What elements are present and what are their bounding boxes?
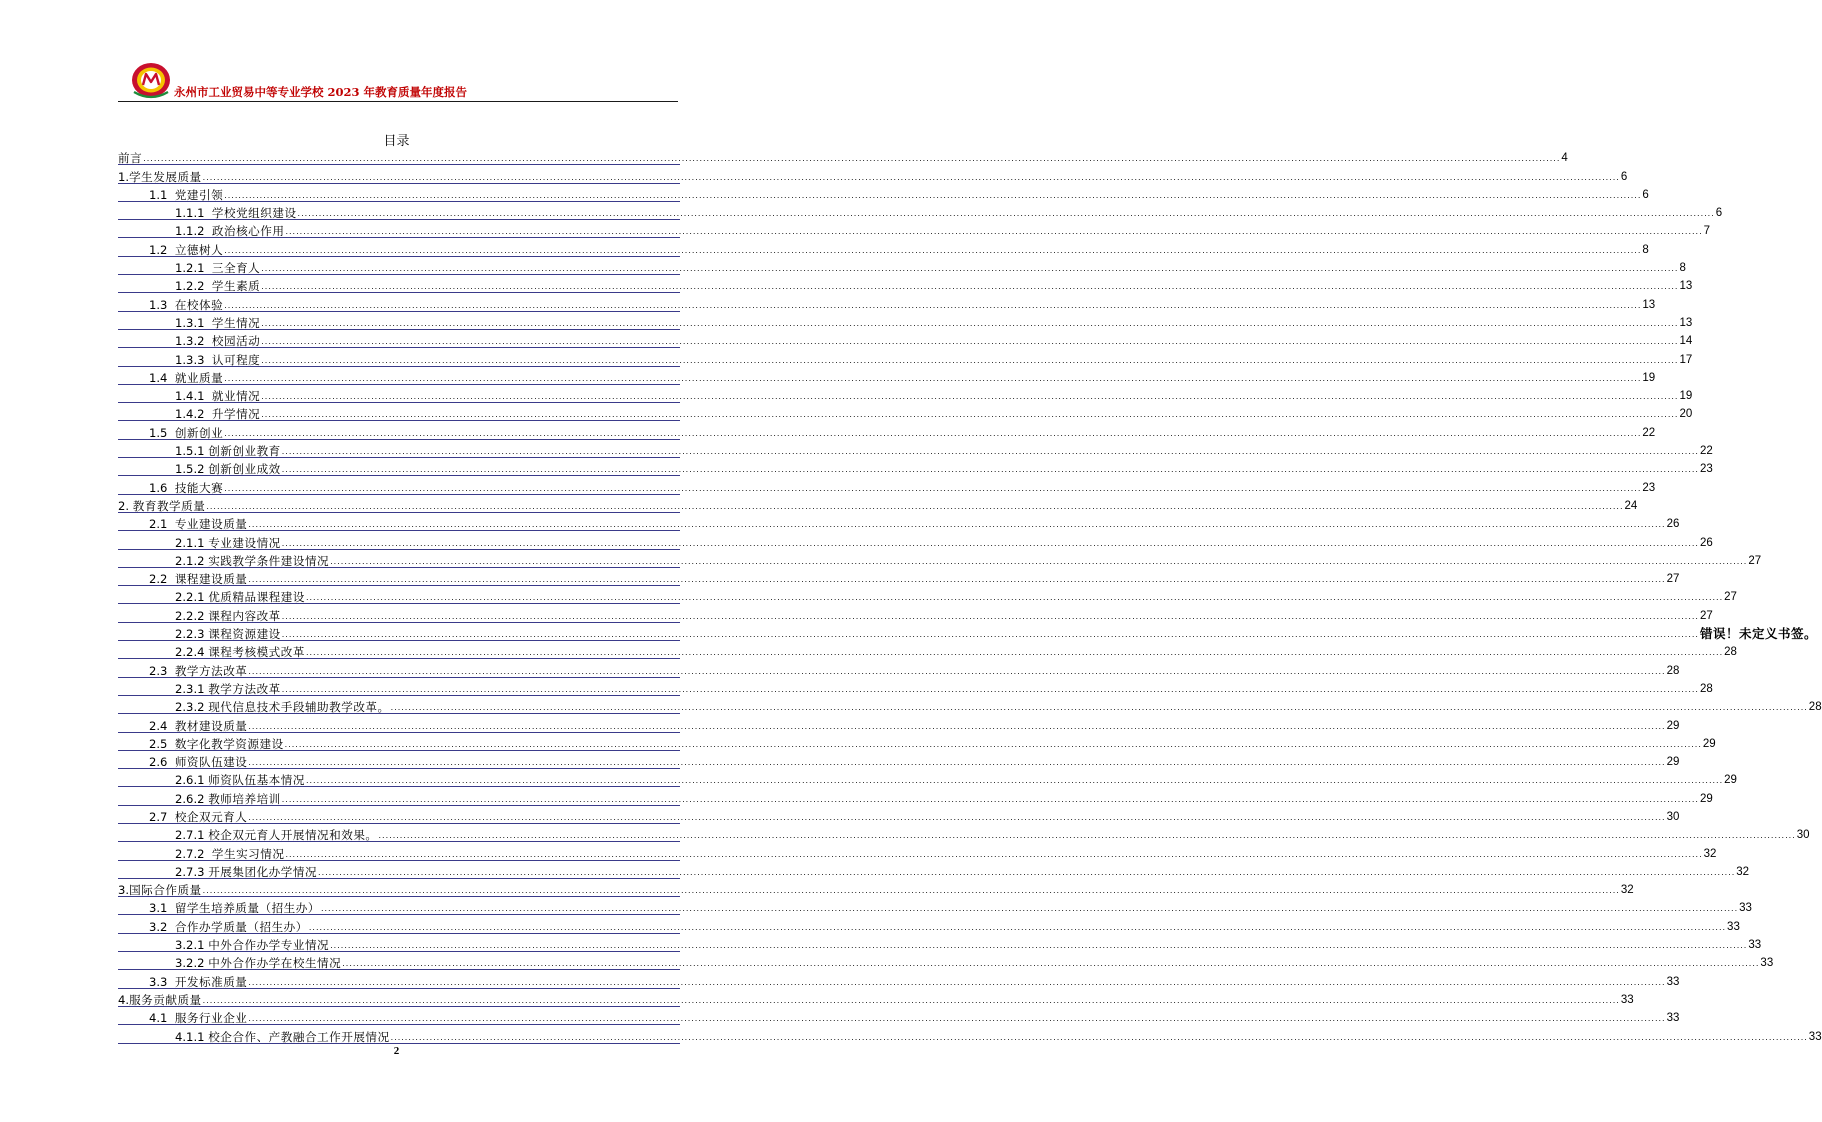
toc-dot-leader: ................................................................................................................................................................................................................................................................................................................................................................................................................	[342, 959, 1760, 969]
toc-entry-page: 22	[1642, 426, 1656, 439]
toc-entry-page: 32	[1703, 847, 1717, 860]
toc-entry-number: 1.4	[149, 370, 175, 385]
toc-entry-label: 教材建设质量	[174, 718, 248, 733]
toc-dot-leader: ................................................................................................................................................................................................................................................................................................................................................................................................................	[248, 575, 1666, 585]
toc-entry-label: 留学生培养质量（招生办）	[174, 901, 320, 916]
toc-dot-leader: ................................................................................................................................................................................................................................................................................................................................................................................................................	[206, 501, 1624, 511]
toc-entry-label: 在校体验	[174, 297, 224, 312]
toc-entry[interactable]	[118, 165, 1628, 184]
toc-entry-label: 校企合作、产教融合工作开展情况	[208, 1029, 390, 1044]
toc-entry-page: 8	[1679, 262, 1686, 275]
toc-dot-leader: ................................................................................................................................................................................................................................................................................................................................................................................................................	[224, 428, 1642, 438]
school-emblem-icon	[128, 58, 174, 100]
toc-entry-number: 2.2.1	[175, 590, 209, 605]
toc-dot-leader: ................................................................................................................................................................................................................................................................................................................................................................................................................	[202, 172, 1620, 182]
toc-entry-number: 1.4.2	[175, 407, 212, 422]
toc-entry-label: 课程考核模式改革	[208, 645, 305, 660]
toc-dot-leader: ................................................................................................................................................................................................................................................................................................................................................................................................................	[143, 154, 1561, 164]
toc-entry[interactable]	[118, 952, 1774, 971]
toc-entry-number: 2.5	[149, 736, 175, 751]
toc-entry-page: 19	[1679, 390, 1693, 403]
toc-entry-label: 立德树人	[174, 242, 224, 257]
toc-entry-label: 数字化教学资源建设	[174, 736, 284, 751]
toc-dot-leader: ................................................................................................................................................................................................................................................................................................................................................................................................................	[281, 447, 1699, 457]
toc-entry[interactable]	[118, 568, 1680, 587]
toc-dot-leader: ................................................................................................................................................................................................................................................................................................................................................................................................................	[261, 318, 1679, 328]
toc-entry-label: 前言	[118, 151, 143, 166]
toc-dot-leader: ................................................................................................................................................................................................................................................................................................................................................................................................................	[224, 245, 1642, 255]
toc-entry-number: 2.3.2	[175, 700, 209, 715]
toc-entry[interactable]	[118, 403, 1693, 422]
toc-entry[interactable]	[118, 147, 1568, 166]
toc-dot-leader: ................................................................................................................................................................................................................................................................................................................................................................................................................	[248, 666, 1666, 676]
toc-entry-page: 27	[1724, 591, 1737, 604]
toc-entry-page: 32	[1620, 884, 1634, 897]
toc-entry-number: 3.1	[149, 901, 175, 916]
toc-entry-number: 1.6	[149, 480, 175, 495]
toc-entry-number: 2.1	[149, 517, 175, 532]
toc-entry-number: 1.5.2	[175, 462, 209, 477]
toc-entry-label: 国际合作质量	[129, 883, 202, 898]
toc-dot-leader: ................................................................................................................................................................................................................................................................................................................................................................................................................	[224, 483, 1642, 493]
toc-entry-page: 13	[1642, 298, 1656, 311]
toc-dot-leader: ................................................................................................................................................................................................................................................................................................................................................................................................................	[248, 977, 1666, 987]
toc-entry-number: 1.3.3	[175, 352, 212, 367]
header-rule	[118, 101, 678, 102]
toc-entry-label: 师资队伍建设	[174, 755, 248, 770]
toc-entry-label: 政治核心作用	[211, 224, 285, 239]
toc-entry-page: 8	[1642, 243, 1649, 256]
toc-entry-number: 4.1	[149, 1011, 175, 1026]
toc-entry[interactable]	[118, 897, 1752, 916]
toc-entry-label: 认可程度	[211, 352, 261, 367]
toc-entry[interactable]	[118, 861, 1750, 879]
toc-entry-label: 服务行业企业	[174, 1011, 248, 1026]
toc-entry-number: 1.1.2	[175, 224, 212, 239]
toc-entry-page: 24	[1624, 499, 1638, 512]
toc-entry-page: 33	[1727, 920, 1740, 933]
toc-entry-label: 就业情况	[211, 389, 261, 404]
toc-entry-page: 29	[1666, 719, 1680, 732]
toc-dot-leader: ................................................................................................................................................................................................................................................................................................................................................................................................................	[281, 611, 1699, 621]
toc-entry-number: 1.5.1	[175, 444, 209, 459]
toc-dot-leader: ................................................................................................................................................................................................................................................................................................................................................................................................................	[285, 849, 1703, 859]
toc-entry[interactable]	[118, 586, 1737, 605]
toc-dot-leader: ................................................................................................................................................................................................................................................................................................................................................................................................................	[318, 867, 1736, 877]
toc-entry-page: 28	[1666, 664, 1680, 677]
toc-entry-page: 30	[1666, 810, 1680, 823]
toc-entry-page: 33	[1760, 957, 1774, 970]
toc-entry[interactable]	[118, 824, 1810, 843]
page-number: 2	[393, 1045, 400, 1057]
toc-entry-page: 17	[1679, 353, 1693, 366]
toc-dot-leader: ................................................................................................................................................................................................................................................................................................................................................................................................................	[248, 812, 1666, 822]
toc-entry-page: 27	[1666, 573, 1680, 586]
toc-entry-number: 4.	[118, 992, 130, 1007]
toc-entry-page: 28	[1808, 701, 1822, 714]
toc-entry-label: 教学方法改革	[174, 663, 248, 678]
toc-entry-page: 30	[1796, 829, 1810, 842]
toc-entry-number: 3.2	[149, 919, 175, 934]
toc-entry[interactable]	[118, 641, 1737, 660]
toc-dot-leader: ................................................................................................................................................................................................................................................................................................................................................................................................................	[390, 703, 1808, 713]
toc-dot-leader: ................................................................................................................................................................................................................................................................................................................................................................................................................	[305, 648, 1724, 658]
toc-entry-label: 服务贡献质量	[129, 992, 202, 1007]
toc-entry-page: 错误！未定义书签。	[1699, 627, 1817, 642]
toc-entry-label: 学生素质	[211, 279, 261, 294]
toc-entry-number: 1.4.1	[175, 389, 212, 404]
toc-entry-page: 33	[1666, 975, 1680, 988]
toc-entry-number: 1.	[118, 169, 130, 184]
toc-entry-number: 1.5	[149, 425, 175, 440]
toc-entry[interactable]	[118, 934, 1762, 953]
toc-dot-leader: ................................................................................................................................................................................................................................................................................................................................................................................................................	[305, 776, 1724, 786]
toc-entry-number: 2.3.1	[175, 681, 209, 696]
toc-entry[interactable]	[118, 385, 1693, 404]
toc-entry[interactable]	[118, 989, 1634, 1007]
toc-entry-label: 实践教学条件建设情况	[208, 553, 330, 568]
toc-entry-page: 33	[1748, 939, 1762, 952]
toc-entry-page: 26	[1666, 518, 1680, 531]
toc-entry-label: 中外合作办学专业情况	[208, 938, 330, 953]
toc-dot-leader: ................................................................................................................................................................................................................................................................................................................................................................................................................	[281, 794, 1699, 804]
toc-entry-page: 14	[1679, 335, 1693, 348]
toc-entry-page: 29	[1666, 756, 1680, 769]
toc-entry-label: 开展集团化办学情况	[208, 864, 318, 879]
toc-dot-leader: ................................................................................................................................................................................................................................................................................................................................................................................................................	[248, 520, 1666, 530]
toc-entry-page: 28	[1699, 682, 1713, 695]
toc-entry-page: 20	[1679, 408, 1693, 421]
toc-entry[interactable]	[118, 604, 1713, 623]
toc-dot-leader: ................................................................................................................................................................................................................................................................................................................................................................................................................	[261, 264, 1679, 274]
toc-entry[interactable]	[118, 330, 1693, 349]
toc-dot-leader: ................................................................................................................................................................................................................................................................................................................................................................................................................	[261, 410, 1679, 420]
toc-dot-leader: ................................................................................................................................................................................................................................................................................................................................................................................................................	[284, 739, 1702, 749]
toc-entry-number: 1.1.1	[175, 206, 212, 221]
toc-dot-leader: ................................................................................................................................................................................................................................................................................................................................................................................................................	[224, 300, 1642, 310]
toc-entry-label: 课程内容改革	[208, 608, 281, 623]
toc-dot-leader: ................................................................................................................................................................................................................................................................................................................................................................................................................	[305, 593, 1724, 603]
toc-dot-leader: ................................................................................................................................................................................................................................................................................................................................................................................................................	[330, 941, 1748, 951]
toc-entry[interactable]	[118, 769, 1737, 788]
toc-entry[interactable]	[118, 348, 1693, 367]
toc-entry[interactable]	[118, 787, 1713, 806]
toc-entry[interactable]	[118, 659, 1680, 678]
toc-entry-label: 专业建设质量	[174, 517, 248, 532]
toc-dot-leader: ................................................................................................................................................................................................................................................................................................................................................................................................................	[202, 995, 1620, 1005]
header-title: 永州市工业贸易中等专业学校 2023 年教育质量年度报告	[174, 85, 468, 99]
toc-entry-page: 29	[1724, 774, 1737, 787]
toc-entry-page: 6	[1715, 207, 1723, 220]
toc-entry-number: 2.7.2	[175, 846, 212, 861]
toc-entry-label: 开发标准质量	[174, 974, 248, 989]
toc-entry-number: 2.	[118, 498, 133, 513]
toc-entry-page: 13	[1679, 316, 1693, 329]
toc-entry[interactable]	[118, 806, 1680, 824]
toc-entry-label: 课程资源建设	[208, 627, 281, 642]
toc-entry-number: 2.1.1	[175, 535, 209, 550]
toc-entry[interactable]	[118, 367, 1656, 385]
toc-entry-number: 2.3	[149, 663, 175, 678]
toc-entry-number: 2.2	[149, 572, 175, 587]
toc-entry-page: 26	[1699, 536, 1713, 549]
toc-entry[interactable]	[118, 257, 1686, 276]
toc-entry-number: 2.6.2	[175, 791, 209, 806]
toc-dot-leader: ................................................................................................................................................................................................................................................................................................................................................................................................................	[248, 1014, 1666, 1024]
toc-entry[interactable]	[118, 714, 1680, 733]
toc-entry-page: 27	[1699, 609, 1713, 622]
toc-entry-number: 2.2.2	[175, 608, 209, 623]
toc-entry-page: 33	[1808, 1030, 1822, 1043]
toc-entry[interactable]	[118, 275, 1693, 294]
toc-entry-label: 校企双元育人开展情况和效果。	[208, 828, 378, 843]
toc-entry-label: 学生实习情况	[211, 846, 285, 861]
toc-entry-page: 33	[1666, 1012, 1680, 1025]
toc-entry[interactable]	[118, 220, 1711, 239]
toc-entry[interactable]	[118, 550, 1762, 568]
toc-entry[interactable]	[118, 458, 1713, 477]
toc-dot-leader: ................................................................................................................................................................................................................................................................................................................................................................................................................	[308, 922, 1727, 932]
toc-entry-number: 3.3	[149, 974, 175, 989]
toc-entry[interactable]	[118, 421, 1656, 440]
toc-entry-number: 2.4	[149, 718, 175, 733]
toc-entry-label: 师资队伍基本情况	[208, 773, 305, 788]
toc-entry-number: 2.7	[149, 809, 175, 824]
toc-entry-number: 2.6	[149, 755, 175, 770]
toc-entry-page: 33	[1739, 902, 1752, 915]
toc-entry-page: 23	[1642, 481, 1656, 494]
toc-dot-leader: ................................................................................................................................................................................................................................................................................................................................................................................................................	[281, 538, 1699, 548]
toc-dot-leader: ................................................................................................................................................................................................................................................................................................................................................................................................................	[378, 831, 1796, 841]
toc-entry[interactable]	[118, 440, 1713, 459]
toc-entry[interactable]	[118, 476, 1656, 495]
toc-dot-leader: ................................................................................................................................................................................................................................................................................................................................................................................................................	[330, 556, 1748, 566]
toc-entry[interactable]	[118, 842, 1717, 861]
toc-entry-label: 就业质量	[174, 370, 224, 385]
toc-entry-label: 三全育人	[211, 261, 261, 276]
toc-dot-leader: ................................................................................................................................................................................................................................................................................................................................................................................................................	[248, 721, 1666, 731]
toc-entry[interactable]	[118, 312, 1693, 330]
toc-dot-leader: ................................................................................................................................................................................................................................................................................................................................................................................................................	[281, 630, 1699, 640]
toc-entry-page: 32	[1736, 865, 1750, 878]
toc-entry-page: 23	[1699, 463, 1713, 476]
toc-dot-leader: ................................................................................................................................................................................................................................................................................................................................................................................................................	[320, 904, 1739, 914]
toc-entry[interactable]	[118, 531, 1713, 550]
toc-dot-leader: ................................................................................................................................................................................................................................................................................................................................................................................................................	[261, 282, 1679, 292]
toc-entry-label: 教育教学质量	[132, 498, 206, 513]
toc-entry[interactable]	[118, 184, 1649, 202]
toc-entry[interactable]	[118, 1007, 1680, 1026]
toc-dot-leader: ................................................................................................................................................................................................................................................................................................................................................................................................................	[281, 684, 1699, 694]
toc-entry-page: 6	[1620, 170, 1628, 183]
toc-dot-leader: ................................................................................................................................................................................................................................................................................................................................................................................................................	[261, 355, 1679, 365]
toc-entry-number: 2.2.4	[175, 645, 209, 660]
toc-entry-page: 13	[1679, 280, 1693, 293]
toc-entry[interactable]	[118, 293, 1656, 312]
toc-entry-label: 教学方法改革	[208, 681, 281, 696]
toc-entry-label: 现代信息技术手段辅助教学改革。	[208, 700, 390, 715]
toc-entry[interactable]	[118, 238, 1649, 257]
toc-entry-label: 学生情况	[211, 315, 261, 330]
toc-entry-page: 7	[1703, 225, 1711, 238]
toc-entry-number: 1.2.1	[175, 261, 212, 276]
toc-dot-leader: ................................................................................................................................................................................................................................................................................................................................................................................................................	[224, 373, 1642, 383]
toc-title: 目录	[383, 134, 410, 149]
toc-entry[interactable]	[118, 879, 1634, 898]
toc-dot-leader: ................................................................................................................................................................................................................................................................................................................................................................................................................	[285, 227, 1703, 237]
toc-entry-page: 6	[1642, 188, 1649, 201]
toc-entry-number: 1.1	[149, 187, 175, 202]
toc-dot-leader: ................................................................................................................................................................................................................................................................................................................................................................................................................	[224, 190, 1642, 200]
toc-entry-page: 29	[1699, 792, 1713, 805]
toc-dot-leader: ................................................................................................................................................................................................................................................................................................................................................................................................................	[261, 392, 1679, 402]
toc-entry[interactable]	[118, 513, 1680, 532]
toc-entry[interactable]	[118, 696, 1822, 715]
toc-entry-number: 3.2.2	[175, 956, 209, 971]
table-of-contents	[118, 147, 1822, 1044]
toc-entry-number: 3.2.1	[175, 938, 209, 953]
toc-entry-number: 2.6.1	[175, 773, 209, 788]
toc-entry-number: 1.3.2	[175, 334, 212, 349]
toc-entry-page: 28	[1724, 646, 1737, 659]
toc-entry[interactable]	[118, 1025, 1822, 1044]
toc-entry-number: 2.7.3	[175, 864, 209, 879]
toc-dot-leader: ................................................................................................................................................................................................................................................................................................................................................................................................................	[281, 465, 1699, 475]
toc-entry-page: 33	[1620, 993, 1634, 1006]
toc-entry-label: 创新创业教育	[208, 444, 281, 459]
toc-entry-label: 教师培养培训	[208, 791, 281, 806]
toc-entry-label: 专业建设情况	[208, 535, 281, 550]
toc-entry-number: 1.2.2	[175, 279, 212, 294]
toc-entry-label: 校企双元育人	[174, 809, 248, 824]
toc-entry-number: 2.2.3	[175, 627, 209, 642]
toc-dot-leader: ................................................................................................................................................................................................................................................................................................................................................................................................................	[248, 758, 1666, 768]
toc-entry-label: 课程建设质量	[174, 572, 248, 587]
toc-entry-page: 29	[1702, 737, 1716, 750]
toc-entry-label: 升学情况	[211, 407, 261, 422]
toc-entry[interactable]	[118, 733, 1716, 751]
toc-entry-label: 创新创业成效	[208, 462, 281, 477]
toc-entry-number: 1.3	[149, 297, 175, 312]
toc-entry-label: 学生发展质量	[129, 169, 202, 184]
toc-entry-number: 3.	[118, 883, 130, 898]
toc-entry-label: 中外合作办学在校生情况	[208, 956, 342, 971]
toc-entry-number: 1.3.1	[175, 315, 212, 330]
toc-entry-label: 党建引领	[174, 187, 224, 202]
toc-dot-leader: ................................................................................................................................................................................................................................................................................................................................................................................................................	[202, 886, 1620, 896]
toc-entry-page: 22	[1699, 445, 1713, 458]
toc-dot-leader: ................................................................................................................................................................................................................................................................................................................................................................................................................	[297, 209, 1715, 219]
toc-entry-label: 技能大赛	[174, 480, 224, 495]
toc-entry-page: 27	[1748, 554, 1762, 567]
toc-dot-leader: ................................................................................................................................................................................................................................................................................................................................................................................................................	[390, 1032, 1808, 1042]
toc-entry-number: 1.2	[149, 242, 175, 257]
toc-entry[interactable]	[118, 623, 1817, 642]
toc-entry-label: 合作办学质量（招生办）	[174, 919, 308, 934]
toc-entry-number: 2.1.2	[175, 553, 209, 568]
toc-entry-page: 4	[1561, 152, 1568, 165]
toc-dot-leader: ................................................................................................................................................................................................................................................................................................................................................................................................................	[261, 337, 1679, 347]
toc-entry-number: 2.7.1	[175, 828, 209, 843]
toc-entry[interactable]	[118, 495, 1638, 513]
toc-entry[interactable]	[118, 970, 1680, 989]
toc-entry[interactable]	[118, 751, 1680, 770]
toc-entry[interactable]	[118, 202, 1723, 221]
toc-entry-page: 19	[1642, 371, 1656, 384]
toc-entry-label: 创新创业	[174, 425, 224, 440]
toc-entry-label: 校园活动	[211, 334, 261, 349]
toc-entry-label: 学校党组织建设	[211, 206, 297, 221]
toc-entry-number: 4.1.1	[175, 1029, 209, 1044]
toc-entry[interactable]	[118, 678, 1713, 696]
toc-entry[interactable]	[118, 915, 1740, 934]
toc-entry-label: 优质精品课程建设	[208, 590, 305, 605]
